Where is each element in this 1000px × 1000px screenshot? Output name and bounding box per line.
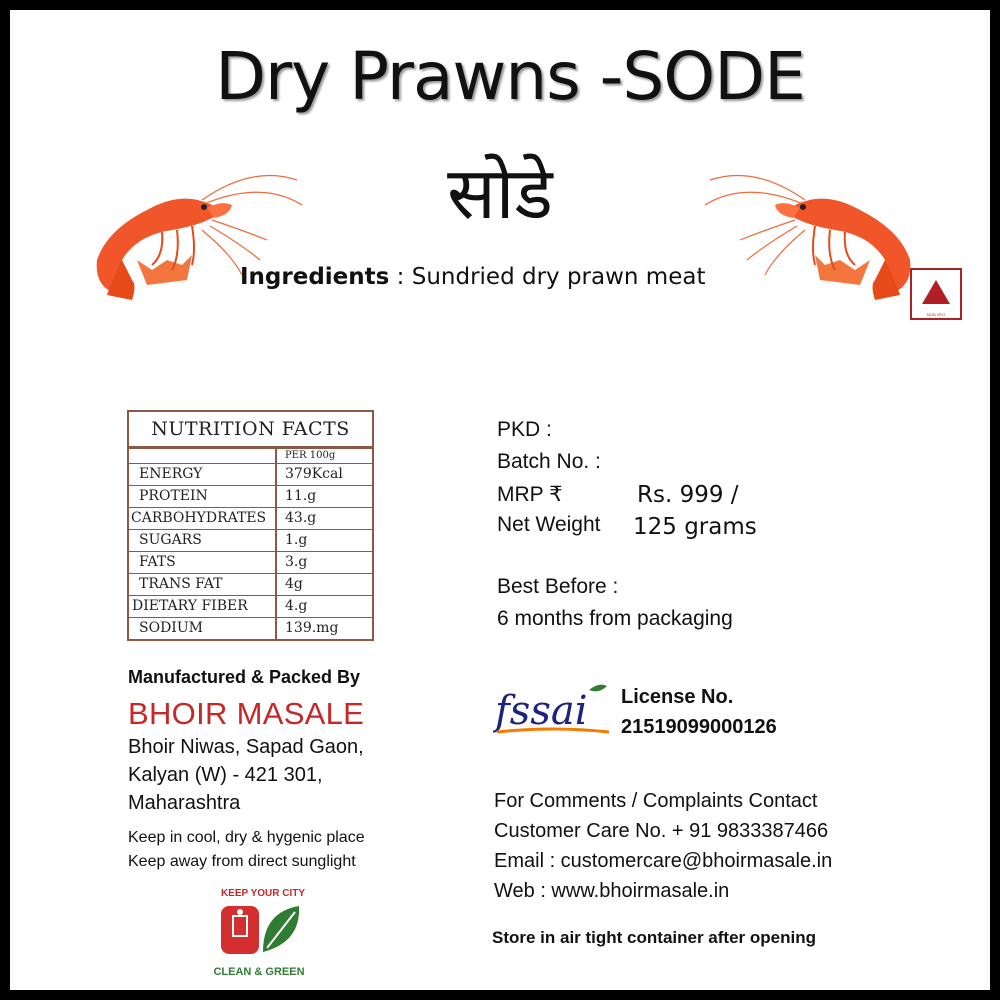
nutrient-name: CARBOHYDRATES xyxy=(129,508,277,529)
nutrient-value: 4.g xyxy=(285,598,308,614)
contact-line: Email : customercare@bhoirmasale.in xyxy=(494,850,833,872)
nutrition-heading: NUTRITION FACTS xyxy=(129,412,372,448)
nutrient-name: PROTEIN xyxy=(129,486,277,507)
best-before-value: 6 months from packaging xyxy=(497,607,733,630)
product-title-marathi: सोडे xyxy=(447,151,553,235)
ingredients-line xyxy=(240,264,705,290)
storage-note: Keep in cool, dry & hygenic place xyxy=(128,829,365,846)
nutrient-value: 43.g xyxy=(285,510,317,526)
manufacturer-label: Manufactured & Packed By xyxy=(128,667,361,687)
fssai-license xyxy=(621,682,777,742)
non-veg-caption: NON VEG xyxy=(926,312,946,317)
batch-label: Batch No. : xyxy=(497,450,601,473)
net-weight-value: 125 grams xyxy=(633,514,757,540)
table-row xyxy=(129,463,372,485)
net-weight-label: Net Weight xyxy=(497,513,601,536)
nutrient-value: 139.mg xyxy=(285,620,339,636)
nutrition-per-row xyxy=(129,448,372,463)
mrp-label: MRP ₹ xyxy=(497,483,563,506)
pkd-label: PKD : xyxy=(497,418,552,441)
address-line: Maharashtra xyxy=(128,792,241,814)
clean-green-logo xyxy=(205,888,313,980)
storage-note: Keep away from direct sunglight xyxy=(128,853,356,870)
table-row xyxy=(129,595,372,617)
nutrition-table xyxy=(127,410,374,641)
prawn-right-icon xyxy=(700,160,915,310)
nutrient-name: SODIUM xyxy=(129,618,277,639)
table-row xyxy=(129,617,372,639)
contact-line: Web : www.bhoirmasale.in xyxy=(494,880,730,902)
ingredients-separator: : xyxy=(389,264,412,290)
nutrient-value: 4g xyxy=(285,576,303,592)
nutrient-name: ENERGY xyxy=(129,464,277,485)
mrp-value: Rs. 999 / xyxy=(637,482,739,508)
dustbin-leaf-icon xyxy=(219,902,303,958)
nutrient-value: 11.g xyxy=(285,488,317,504)
nutrient-name: DIETARY FIBER xyxy=(129,596,277,617)
nutrient-value: 3.g xyxy=(285,554,308,570)
storage-instruction: Store in air tight container after opening xyxy=(492,928,816,947)
license-number: 21519099000126 xyxy=(621,716,777,738)
nutrient-name: SUGARS xyxy=(129,530,277,551)
contact-line: Customer Care No. + 91 9833387466 xyxy=(494,820,829,842)
contact-line: For Comments / Complaints Contact xyxy=(494,790,818,812)
ingredients-label: Ingredients xyxy=(240,264,390,290)
fssai-logo-text: fssai xyxy=(495,688,588,734)
nutrient-value: 1.g xyxy=(285,532,308,548)
ingredients-value: Sundried dry prawn meat xyxy=(411,264,706,290)
non-veg-symbol-icon xyxy=(910,268,962,320)
product-title: Dry Prawns -SODE xyxy=(215,38,805,115)
table-row xyxy=(129,551,372,573)
nutrient-value: 379Kcal xyxy=(285,466,343,482)
fssai-logo xyxy=(493,680,613,740)
nutrient-name: TRANS FAT xyxy=(129,574,277,595)
address-line: Kalyan (W) - 421 301, xyxy=(128,764,323,786)
clean-green-top-text: KEEP YOUR CITY xyxy=(220,888,306,899)
best-before-label: Best Before : xyxy=(497,575,619,598)
nutrition-per-blank xyxy=(129,449,277,463)
clean-green-bottom-text: CLEAN & GREEN xyxy=(213,966,305,978)
address-line: Bhoir Niwas, Sapad Gaon, xyxy=(128,736,364,758)
table-row xyxy=(129,529,372,551)
nutrition-per-label: PER 100g xyxy=(285,450,336,461)
table-row xyxy=(129,573,372,595)
table-row xyxy=(129,507,372,529)
nutrient-name: FATS xyxy=(129,552,277,573)
brand-name: BHOIR MASALE xyxy=(128,696,365,731)
license-label: License No. xyxy=(621,686,734,708)
table-row xyxy=(129,485,372,507)
